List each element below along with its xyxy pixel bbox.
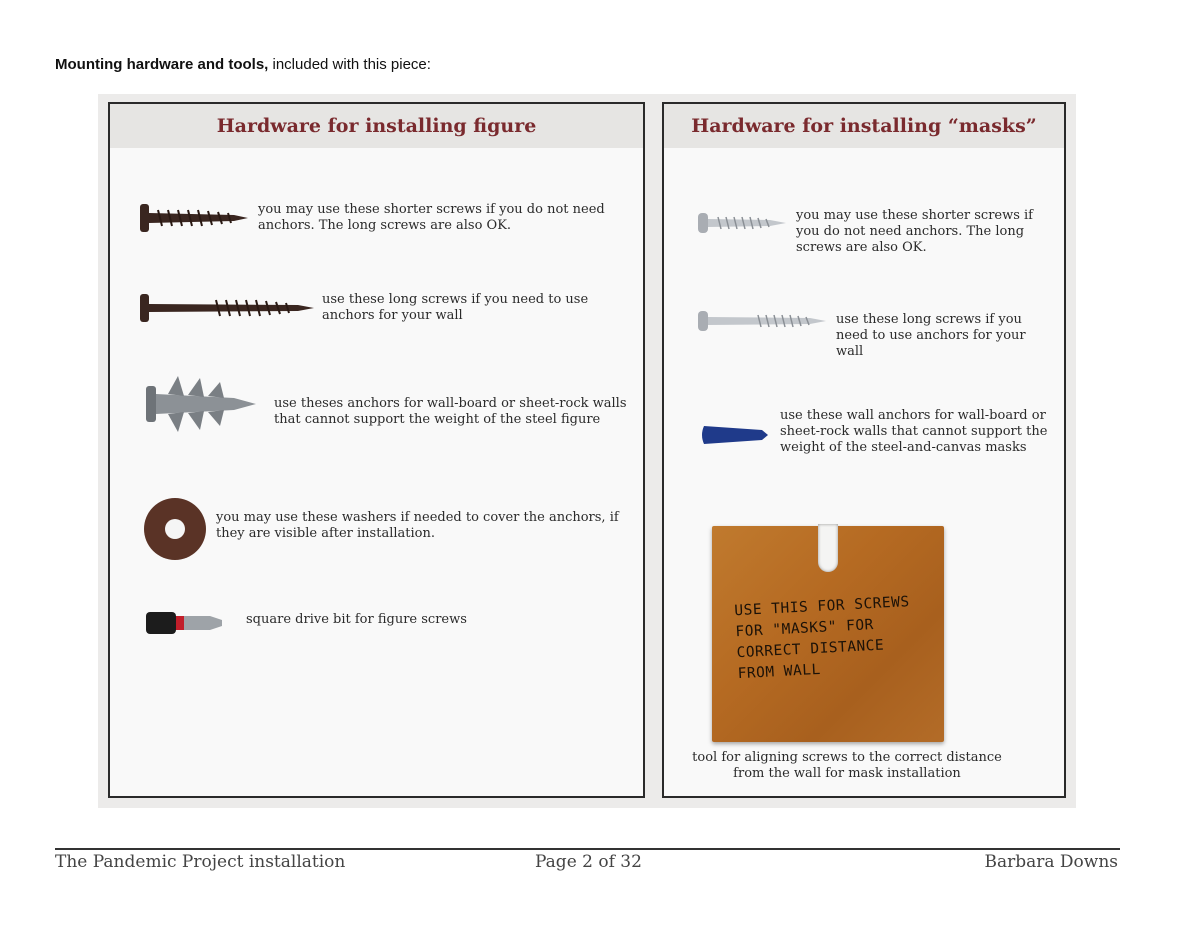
hardware-photo [98, 94, 1076, 808]
wall-anchor-caption: use theses anchors for wall-board or sheet-rock walls that cannot support the weight of the steel figure [274, 396, 627, 427]
short-screw-caption: you may use these shorter screws if you do not need anchors. The long screws are also OK. [258, 202, 605, 233]
footer-project-title: The Pandemic Project installation [55, 852, 346, 872]
panel-title: Hardware for installing “masks” [691, 115, 1037, 137]
block-handwriting [734, 591, 938, 685]
panel-title: Hardware for installing figure [216, 115, 537, 137]
footer-page-number: Page 2 of 32 [535, 852, 642, 872]
masks-hardware-panel [662, 102, 1066, 798]
panel-header [110, 104, 643, 148]
block-slot [818, 524, 838, 572]
intro-bold: Mounting hardware and tools, [55, 56, 269, 73]
spacer-block-icon [712, 526, 944, 742]
handwriting-line: USE THIS FOR SCREWS [734, 594, 911, 620]
short-screw-icon [136, 200, 256, 236]
handwriting-line: FROM WALL [737, 661, 822, 683]
footer-author: Barbara Downs [984, 852, 1118, 872]
washer-caption: you may use these washers if needed to cover the anchors, if they are visible after installation. [216, 510, 619, 541]
drive-bit-icon [144, 608, 226, 638]
blue-anchor-icon [700, 420, 772, 450]
washer-icon [142, 496, 208, 562]
short-silver-screw-caption: you may use these shorter screws if you do not need anchors. The long screws are also OK. [796, 208, 1033, 255]
drive-bit-caption: square drive bit for figure screws [246, 612, 467, 627]
figure-hardware-panel [108, 102, 645, 798]
long-screw-icon [136, 290, 320, 326]
long-silver-screw-icon [696, 308, 830, 334]
long-screw-caption: use these long screws if you need to use anchors for your wall [322, 292, 589, 323]
spacer-tool-caption: tool for aligning screws to the correct distance from the wall for mask installation [692, 750, 1002, 781]
wall-anchor-icon [144, 372, 260, 436]
intro-text [55, 56, 431, 73]
handwriting-line: FOR "MASKS" FOR [735, 617, 875, 641]
panel-header [664, 104, 1064, 148]
long-silver-screw-caption: use these long screws if you need to use anchors for your wall [836, 312, 1026, 359]
short-silver-screw-icon [696, 210, 790, 236]
handwriting-line: CORRECT DISTANCE [736, 637, 885, 662]
footer-divider [55, 848, 1120, 850]
intro-rest: included with this piece: [268, 56, 431, 73]
blue-anchor-caption: use these wall anchors for wall-board or sheet-rock walls that cannot support the weight of the steel-and-canvas masks [780, 408, 1048, 455]
